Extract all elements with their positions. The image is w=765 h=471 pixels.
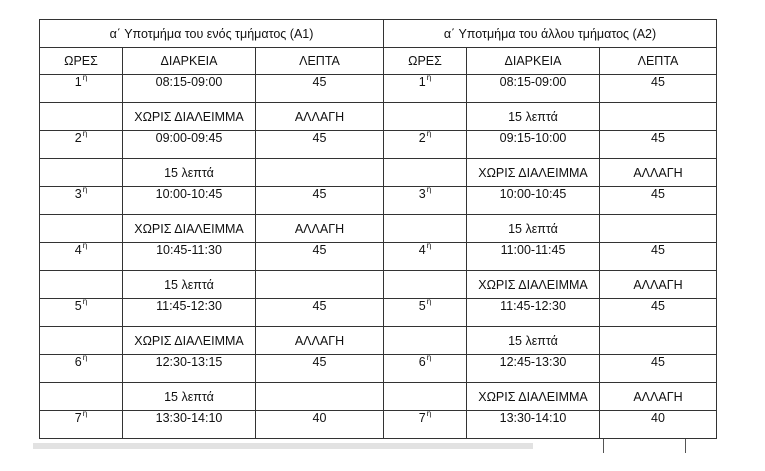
table-row xyxy=(40,103,717,131)
left-duration-cell xyxy=(123,243,256,271)
left-hour-cell-text: 4 xyxy=(74,243,82,257)
right-minutes-cell-text: 40 xyxy=(651,411,665,425)
left-hour-cell-text: 6 xyxy=(74,355,82,369)
table-row xyxy=(40,383,717,411)
table-row xyxy=(40,355,717,383)
table-row xyxy=(40,327,717,355)
table-row xyxy=(40,131,717,159)
right-hour-cell-text: 2 xyxy=(418,131,426,145)
ordinal-suffix: η xyxy=(82,186,88,194)
right-duration-cell xyxy=(467,187,600,215)
ordinal-suffix: η xyxy=(82,354,88,362)
right-duration-cell xyxy=(467,215,600,243)
right-hour-cell xyxy=(384,159,467,187)
table-row xyxy=(40,215,717,243)
right-duration-cell-text: 15 λεπτά xyxy=(508,109,558,124)
left-minutes-cell-text: 45 xyxy=(312,355,327,369)
left-hour-cell xyxy=(40,187,123,215)
gray-scroll-strip xyxy=(33,443,533,449)
left-duration-header: ΔΙΑΡΚΕΙΑ xyxy=(123,48,256,75)
left-minutes-cell xyxy=(256,327,384,355)
left-minutes-cell-text: 45 xyxy=(312,187,327,201)
right-duration-cell xyxy=(467,243,600,271)
right-minutes-cell-text: 45 xyxy=(651,131,665,145)
right-minutes-cell xyxy=(600,299,717,327)
right-duration-cell-text: 08:15-09:00 xyxy=(499,75,567,89)
left-duration-cell xyxy=(123,131,256,159)
right-duration-cell-text: 13:30-14:10 xyxy=(499,411,567,425)
right-minutes-cell-text: ΑΛΛΑΓΗ xyxy=(633,389,683,404)
ordinal-suffix: η xyxy=(82,130,88,138)
left-minutes-cell-text: 45 xyxy=(312,131,327,145)
right-duration-cell xyxy=(467,75,600,103)
right-minutes-cell xyxy=(600,271,717,299)
left-duration-cell xyxy=(123,75,256,103)
left-hour-cell xyxy=(40,159,123,187)
left-hour-cell-text: 1 xyxy=(74,75,82,89)
right-duration-cell xyxy=(467,383,600,411)
divider-tick xyxy=(685,439,686,453)
left-hour-cell xyxy=(40,355,123,383)
left-table-title: α΄ Υποτμήμα του ενός τμήματος (Α1) xyxy=(40,20,384,48)
left-duration-cell xyxy=(123,411,256,439)
right-hour-cell xyxy=(384,187,467,215)
right-minutes-cell xyxy=(600,103,717,131)
left-minutes-cell xyxy=(256,75,384,103)
right-duration-cell-text: 12:45-13:30 xyxy=(499,355,567,369)
right-minutes-cell xyxy=(600,159,717,187)
left-minutes-cell-text: 40 xyxy=(312,411,327,425)
left-hour-cell xyxy=(40,131,123,159)
ordinal-suffix: η xyxy=(426,298,432,306)
right-duration-cell-text: 11:00-11:45 xyxy=(500,243,566,257)
left-minutes-cell xyxy=(256,383,384,411)
right-hour-cell xyxy=(384,131,467,159)
right-minutes-cell xyxy=(600,411,717,439)
left-minutes-cell xyxy=(256,187,384,215)
left-duration-cell xyxy=(123,327,256,355)
left-duration-cell-text: ΧΩΡΙΣ ΔΙΑΛΕΙΜΜΑ xyxy=(134,221,244,236)
right-hour-cell-text: 5 xyxy=(418,299,426,313)
left-hour-cell xyxy=(40,75,123,103)
right-duration-cell-text: ΧΩΡΙΣ ΔΙΑΛΕΙΜΜΑ xyxy=(478,277,588,292)
left-hour-cell-text: 3 xyxy=(74,187,82,201)
right-hour-cell xyxy=(384,75,467,103)
table-row xyxy=(40,243,717,271)
right-duration-cell-text: 10:00-10:45 xyxy=(499,187,567,201)
left-duration-cell-text: 10:45-11:30 xyxy=(156,243,222,257)
left-minutes-cell xyxy=(256,159,384,187)
left-duration-cell-text: ΧΩΡΙΣ ΔΙΑΛΕΙΜΜΑ xyxy=(134,333,244,348)
right-duration-header: ΔΙΑΡΚΕΙΑ xyxy=(467,48,600,75)
ordinal-suffix: η xyxy=(426,130,432,138)
left-hour-cell xyxy=(40,327,123,355)
right-duration-cell xyxy=(467,103,600,131)
left-minutes-cell xyxy=(256,271,384,299)
right-duration-cell xyxy=(467,159,600,187)
left-duration-cell-text: 09:00-09:45 xyxy=(155,131,223,145)
right-hour-cell xyxy=(384,215,467,243)
left-duration-cell-text: 15 λεπτά xyxy=(164,389,214,404)
right-duration-cell xyxy=(467,327,600,355)
right-duration-cell xyxy=(467,299,600,327)
right-minutes-cell xyxy=(600,75,717,103)
right-hour-cell xyxy=(384,271,467,299)
right-hour-cell-text: 3 xyxy=(418,187,426,201)
left-hour-cell xyxy=(40,271,123,299)
left-hour-cell xyxy=(40,299,123,327)
right-hour-cell-text: 7 xyxy=(418,411,426,425)
left-hour-cell xyxy=(40,215,123,243)
ordinal-suffix: η xyxy=(82,298,88,306)
right-minutes-cell-text: 45 xyxy=(651,187,665,201)
right-duration-cell xyxy=(467,131,600,159)
left-duration-cell xyxy=(123,103,256,131)
ordinal-suffix: η xyxy=(426,74,432,82)
table-row xyxy=(40,411,717,439)
right-duration-cell-text: 15 λεπτά xyxy=(508,221,558,236)
right-minutes-cell-text: ΑΛΛΑΓΗ xyxy=(633,277,683,292)
right-hour-cell xyxy=(384,243,467,271)
right-minutes-cell-text: 45 xyxy=(651,299,665,313)
right-duration-cell-text: 15 λεπτά xyxy=(508,333,558,348)
left-duration-cell xyxy=(123,271,256,299)
right-minutes-cell-text: ΑΛΛΑΓΗ xyxy=(633,165,683,180)
left-duration-cell-text: 15 λεπτά xyxy=(164,165,214,180)
ordinal-suffix: η xyxy=(426,186,432,194)
right-duration-cell-text: ΧΩΡΙΣ ΔΙΑΛΕΙΜΜΑ xyxy=(478,165,588,180)
divider-tick xyxy=(603,439,604,453)
ordinal-suffix: η xyxy=(82,242,88,250)
left-duration-cell xyxy=(123,187,256,215)
right-minutes-cell xyxy=(600,187,717,215)
left-hour-cell xyxy=(40,243,123,271)
right-minutes-cell xyxy=(600,327,717,355)
table-row xyxy=(40,75,717,103)
left-hour-cell xyxy=(40,103,123,131)
right-minutes-cell-text: 45 xyxy=(651,355,665,369)
left-hour-cell xyxy=(40,383,123,411)
left-duration-cell-text: 11:45-12:30 xyxy=(156,299,222,313)
left-minutes-cell-text: 45 xyxy=(312,299,327,313)
right-hour-cell xyxy=(384,355,467,383)
right-minutes-cell xyxy=(600,215,717,243)
left-hour-cell-text: 5 xyxy=(74,299,82,313)
right-table-title: α΄ Υποτμήμα του άλλου τμήματος (Α2) xyxy=(384,20,717,48)
right-minutes-cell xyxy=(600,383,717,411)
left-hour-cell-text: 2 xyxy=(74,131,82,145)
left-minutes-cell xyxy=(256,243,384,271)
left-duration-cell-text: 12:30-13:15 xyxy=(155,355,223,369)
right-minutes-cell-text: 45 xyxy=(651,75,665,89)
right-hour-cell xyxy=(384,299,467,327)
ordinal-suffix: η xyxy=(426,242,432,250)
ordinal-suffix: η xyxy=(426,354,432,362)
left-minutes-cell xyxy=(256,411,384,439)
left-minutes-cell xyxy=(256,299,384,327)
left-minutes-cell xyxy=(256,355,384,383)
schedule-document xyxy=(39,19,717,439)
left-minutes-cell xyxy=(256,103,384,131)
left-duration-cell xyxy=(123,383,256,411)
right-hour-cell-text: 1 xyxy=(418,75,426,89)
left-duration-cell-text: ΧΩΡΙΣ ΔΙΑΛΕΙΜΜΑ xyxy=(134,109,244,124)
left-minutes-cell xyxy=(256,215,384,243)
table-row xyxy=(40,271,717,299)
right-minutes-header: ΛΕΠΤΑ xyxy=(600,48,717,75)
left-minutes-cell-text: 45 xyxy=(312,75,327,89)
left-minutes-header: ΛΕΠΤΑ xyxy=(256,48,384,75)
schedule-rows xyxy=(40,75,717,439)
schedule-table xyxy=(39,19,717,439)
right-hour-cell-text: 6 xyxy=(418,355,426,369)
left-minutes-cell-text: 45 xyxy=(312,243,327,257)
right-minutes-cell-text: 45 xyxy=(651,243,665,257)
right-hour-cell xyxy=(384,103,467,131)
left-duration-cell-text: 13:30-14:10 xyxy=(155,411,223,425)
right-duration-cell xyxy=(467,355,600,383)
right-duration-cell xyxy=(467,271,600,299)
left-duration-cell xyxy=(123,159,256,187)
left-duration-cell xyxy=(123,299,256,327)
table-row xyxy=(40,187,717,215)
right-hour-cell xyxy=(384,411,467,439)
left-duration-cell xyxy=(123,355,256,383)
right-duration-cell xyxy=(467,411,600,439)
left-minutes-cell-text: ΑΛΛΑΓΗ xyxy=(294,333,345,348)
right-duration-cell-text: 09:15-10:00 xyxy=(499,131,567,145)
right-duration-cell-text: ΧΩΡΙΣ ΔΙΑΛΕΙΜΜΑ xyxy=(478,389,588,404)
table-row xyxy=(40,299,717,327)
ordinal-suffix: η xyxy=(426,410,432,418)
right-duration-cell-text: 11:45-12:30 xyxy=(500,299,566,313)
right-hour-cell-text: 4 xyxy=(418,243,426,257)
right-minutes-cell xyxy=(600,243,717,271)
table-row xyxy=(40,159,717,187)
left-minutes-cell xyxy=(256,131,384,159)
left-hour-cell xyxy=(40,411,123,439)
right-minutes-cell xyxy=(600,131,717,159)
right-minutes-cell xyxy=(600,355,717,383)
right-hour-cell xyxy=(384,327,467,355)
ordinal-suffix: η xyxy=(82,410,88,418)
left-duration-cell-text: 10:00-10:45 xyxy=(155,187,223,201)
left-hour-cell-text: 7 xyxy=(74,411,82,425)
left-duration-cell-text: 15 λεπτά xyxy=(164,277,214,292)
left-hours-header: ΩΡΕΣ xyxy=(40,48,123,75)
ordinal-suffix: η xyxy=(82,74,88,82)
right-hours-header: ΩΡΕΣ xyxy=(384,48,467,75)
left-duration-cell-text: 08:15-09:00 xyxy=(155,75,223,89)
left-minutes-cell-text: ΑΛΛΑΓΗ xyxy=(294,221,345,236)
right-hour-cell xyxy=(384,383,467,411)
left-duration-cell xyxy=(123,215,256,243)
left-minutes-cell-text: ΑΛΛΑΓΗ xyxy=(294,109,345,124)
